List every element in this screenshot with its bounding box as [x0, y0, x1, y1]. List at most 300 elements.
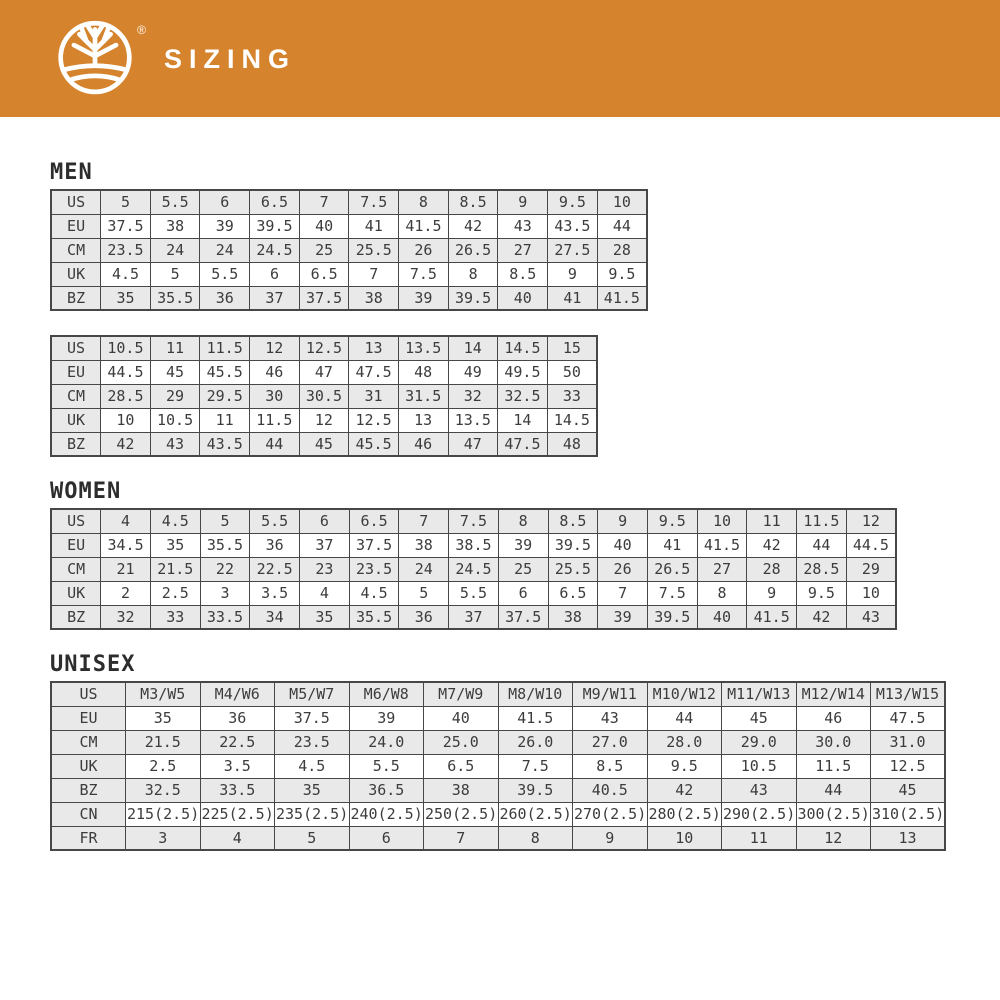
- size-cell: 7.5: [647, 581, 697, 605]
- size-cell: 38: [150, 214, 200, 238]
- size-cell: 7: [349, 262, 399, 286]
- size-cell: 35.5: [150, 286, 200, 310]
- size-cell: 25: [299, 238, 349, 262]
- size-cell: 235(2.5): [275, 802, 350, 826]
- size-cell: 25.5: [349, 238, 399, 262]
- size-cell: 36.5: [349, 778, 424, 802]
- size-cell: 48: [547, 432, 597, 456]
- size-cell: 32: [448, 384, 498, 408]
- size-cell: 290(2.5): [722, 802, 797, 826]
- size-cell: 47: [448, 432, 498, 456]
- size-cell: 36: [200, 706, 275, 730]
- size-cell: 13: [398, 408, 448, 432]
- size-cell: 24: [150, 238, 200, 262]
- size-cell: 6: [300, 509, 350, 533]
- size-cell: 41.5: [697, 533, 747, 557]
- size-cell: 40: [697, 605, 747, 629]
- size-cell: 27: [498, 238, 548, 262]
- size-row-bz: [51, 286, 647, 310]
- size-cell: 29: [846, 557, 896, 581]
- size-cell: 44: [647, 706, 722, 730]
- size-cell: 40: [424, 706, 499, 730]
- size-cell: 4: [300, 581, 350, 605]
- size-cell: 38: [424, 778, 499, 802]
- size-cell: M7/W9: [424, 682, 499, 706]
- row-label: CM: [51, 557, 101, 581]
- size-cell: 36: [200, 286, 250, 310]
- size-cell: 3.5: [200, 754, 275, 778]
- size-cell: 49.5: [498, 360, 548, 384]
- size-cell: M13/W15: [871, 682, 946, 706]
- size-cell: 46: [398, 432, 448, 456]
- size-row-eu: [51, 706, 945, 730]
- size-cell: 33: [150, 605, 200, 629]
- size-cell: 25.5: [548, 557, 598, 581]
- size-table: [50, 335, 598, 457]
- size-cell: 12: [250, 336, 300, 360]
- size-cell: 35.5: [349, 605, 399, 629]
- size-cell: 12.5: [871, 754, 946, 778]
- size-cell: 41: [349, 214, 399, 238]
- size-cell: 23: [300, 557, 350, 581]
- size-cell: 24.5: [250, 238, 300, 262]
- size-cell: 28.5: [101, 384, 151, 408]
- size-cell: 6.5: [250, 190, 300, 214]
- size-cell: 7: [399, 509, 449, 533]
- size-row-us: [51, 336, 597, 360]
- section-men: [50, 162, 1000, 457]
- tree-icon: [56, 17, 134, 95]
- size-cell: 26: [399, 238, 449, 262]
- row-label: EU: [51, 706, 126, 730]
- size-cell: 29.0: [722, 730, 797, 754]
- size-cell: 37: [250, 286, 300, 310]
- row-label: US: [51, 682, 126, 706]
- row-label: BZ: [51, 778, 126, 802]
- size-cell: 46: [796, 706, 871, 730]
- size-cell: 12.5: [349, 408, 399, 432]
- size-cell: 24.0: [349, 730, 424, 754]
- row-label: BZ: [51, 432, 101, 456]
- size-cell: 14: [448, 336, 498, 360]
- size-cell: M5/W7: [275, 682, 350, 706]
- size-cell: M6/W8: [349, 682, 424, 706]
- size-cell: 6: [498, 581, 548, 605]
- size-row-us: [51, 509, 896, 533]
- size-cell: 10: [846, 581, 896, 605]
- size-cell: 49: [448, 360, 498, 384]
- size-cell: 48: [398, 360, 448, 384]
- row-label: CM: [51, 238, 101, 262]
- size-cell: 38: [548, 605, 598, 629]
- size-cell: 27.5: [548, 238, 598, 262]
- size-cell: 25: [498, 557, 548, 581]
- section-heading: WOMEN: [50, 479, 122, 504]
- size-cell: 47: [299, 360, 349, 384]
- size-cell: 11.5: [250, 408, 300, 432]
- size-cell: 9: [598, 509, 648, 533]
- size-cell: 26.0: [498, 730, 573, 754]
- size-cell: 11: [150, 336, 200, 360]
- size-cell: 47.5: [498, 432, 548, 456]
- size-cell: 35.5: [200, 533, 250, 557]
- size-cell: M10/W12: [647, 682, 722, 706]
- size-cell: 39: [200, 214, 250, 238]
- size-cell: 10: [697, 509, 747, 533]
- size-cell: 4.5: [101, 262, 151, 286]
- size-cell: 47.5: [871, 706, 946, 730]
- size-cell: 4: [200, 826, 275, 850]
- row-label: UK: [51, 581, 101, 605]
- section-women: [50, 481, 1000, 630]
- size-cell: 45: [299, 432, 349, 456]
- size-cell: 45.5: [349, 432, 399, 456]
- size-cell: 46: [250, 360, 300, 384]
- size-cell: 38: [399, 533, 449, 557]
- row-label: UK: [51, 754, 126, 778]
- size-row-cm: [51, 730, 945, 754]
- size-cell: 45: [871, 778, 946, 802]
- size-cell: 39.5: [548, 533, 598, 557]
- size-cell: 14.5: [498, 336, 548, 360]
- size-cell: 8.5: [573, 754, 648, 778]
- size-cell: 8: [399, 190, 449, 214]
- size-cell: 39.5: [498, 778, 573, 802]
- size-cell: 29: [150, 384, 200, 408]
- size-cell: 42: [647, 778, 722, 802]
- section-heading: UNISEX: [50, 652, 136, 677]
- size-cell: 31.5: [398, 384, 448, 408]
- size-cell: 9: [548, 262, 598, 286]
- size-cell: 43.5: [200, 432, 250, 456]
- size-cell: 44.5: [846, 533, 896, 557]
- size-cell: 28.5: [797, 557, 847, 581]
- size-row-cn: [51, 802, 945, 826]
- row-label: EU: [51, 533, 101, 557]
- size-cell: 12: [299, 408, 349, 432]
- size-cell: 23.5: [275, 730, 350, 754]
- size-cell: 42: [101, 432, 151, 456]
- size-cell: 11.5: [797, 509, 847, 533]
- size-cell: 14: [498, 408, 548, 432]
- size-cell: 11: [200, 408, 250, 432]
- size-cell: 5: [101, 190, 151, 214]
- size-cell: M9/W11: [573, 682, 648, 706]
- size-cell: 9: [747, 581, 797, 605]
- size-cell: M3/W5: [126, 682, 201, 706]
- size-cell: 7.5: [399, 262, 449, 286]
- registered-trademark: ®: [137, 23, 146, 37]
- size-cell: 10.5: [101, 336, 151, 360]
- size-cell: 225(2.5): [200, 802, 275, 826]
- size-cell: 5: [150, 262, 200, 286]
- size-cell: 38.5: [449, 533, 499, 557]
- size-row-eu: [51, 360, 597, 384]
- size-cell: 270(2.5): [573, 802, 648, 826]
- size-cell: 40: [598, 533, 648, 557]
- size-cell: 13: [871, 826, 946, 850]
- size-cell: 39.5: [448, 286, 498, 310]
- size-cell: 35: [150, 533, 200, 557]
- row-label: FR: [51, 826, 126, 850]
- size-row-eu: [51, 533, 896, 557]
- size-cell: 47.5: [349, 360, 399, 384]
- size-cell: 13.5: [448, 408, 498, 432]
- header-band: [0, 0, 1000, 117]
- size-cell: 7: [424, 826, 499, 850]
- size-cell: 23.5: [349, 557, 399, 581]
- size-cell: 300(2.5): [796, 802, 871, 826]
- size-cell: 43: [846, 605, 896, 629]
- size-cell: 250(2.5): [424, 802, 499, 826]
- size-cell: 40: [498, 286, 548, 310]
- size-cell: 21.5: [150, 557, 200, 581]
- size-cell: 5.5: [200, 262, 250, 286]
- size-cell: 3: [126, 826, 201, 850]
- size-cell: 9: [498, 190, 548, 214]
- size-cell: 6.5: [349, 509, 399, 533]
- row-label: US: [51, 190, 101, 214]
- size-cell: 9.5: [548, 190, 598, 214]
- size-cell: 6: [349, 826, 424, 850]
- size-cell: M4/W6: [200, 682, 275, 706]
- size-cell: 9.5: [597, 262, 647, 286]
- row-label: CN: [51, 802, 126, 826]
- size-cell: 37.5: [349, 533, 399, 557]
- size-cell: 4.5: [150, 509, 200, 533]
- size-cell: 10: [597, 190, 647, 214]
- size-row-cm: [51, 557, 896, 581]
- size-cell: 26.5: [448, 238, 498, 262]
- size-cell: 5: [200, 509, 250, 533]
- size-cell: 8: [697, 581, 747, 605]
- page-title: SIZING: [164, 44, 297, 74]
- size-cell: 11.5: [796, 754, 871, 778]
- size-cell: 215(2.5): [126, 802, 201, 826]
- size-cell: 35: [275, 778, 350, 802]
- size-cell: 29.5: [200, 384, 250, 408]
- size-cell: 36: [250, 533, 300, 557]
- size-row-bz: [51, 605, 896, 629]
- size-cell: 43: [498, 214, 548, 238]
- size-cell: 13.5: [398, 336, 448, 360]
- size-cell: 8.5: [448, 190, 498, 214]
- size-cell: 2.5: [126, 754, 201, 778]
- size-cell: 44: [797, 533, 847, 557]
- size-table: [50, 189, 648, 311]
- size-cell: 4.5: [275, 754, 350, 778]
- size-cell: 2.5: [150, 581, 200, 605]
- size-cell: 28.0: [647, 730, 722, 754]
- size-row-bz: [51, 778, 945, 802]
- size-cell: 13: [349, 336, 399, 360]
- size-row-us: [51, 190, 647, 214]
- size-cell: 5.5: [250, 509, 300, 533]
- size-row-fr: [51, 826, 945, 850]
- row-label: US: [51, 336, 101, 360]
- size-cell: 41.5: [747, 605, 797, 629]
- size-cell: 5: [399, 581, 449, 605]
- size-cell: 39: [349, 706, 424, 730]
- size-cell: 3: [200, 581, 250, 605]
- size-cell: 45: [722, 706, 797, 730]
- size-cell: 8.5: [498, 262, 548, 286]
- size-cell: 9.5: [647, 754, 722, 778]
- size-cell: 26: [598, 557, 648, 581]
- size-cell: 2: [101, 581, 151, 605]
- size-cell: 21.5: [126, 730, 201, 754]
- size-cell: 32: [101, 605, 151, 629]
- size-cell: 6.5: [548, 581, 598, 605]
- size-row-uk: [51, 581, 896, 605]
- size-row-cm: [51, 384, 597, 408]
- size-cell: 39: [598, 605, 648, 629]
- size-cell: 42: [747, 533, 797, 557]
- size-cell: 35: [300, 605, 350, 629]
- size-cell: 39: [498, 533, 548, 557]
- size-cell: 37.5: [101, 214, 151, 238]
- size-cell: 34: [250, 605, 300, 629]
- size-table: [50, 508, 897, 630]
- size-row-uk: [51, 408, 597, 432]
- size-cell: 5.5: [349, 754, 424, 778]
- size-cell: 41: [548, 286, 598, 310]
- size-cell: 31: [349, 384, 399, 408]
- sizing-sections: [0, 162, 1000, 851]
- section-unisex: [50, 654, 1000, 851]
- size-cell: 37: [300, 533, 350, 557]
- size-cell: 43.5: [548, 214, 598, 238]
- size-row-us: [51, 682, 945, 706]
- size-cell: 23.5: [101, 238, 151, 262]
- size-cell: 43: [722, 778, 797, 802]
- row-label: UK: [51, 408, 101, 432]
- size-cell: 44: [597, 214, 647, 238]
- size-cell: 41.5: [597, 286, 647, 310]
- size-cell: 11: [722, 826, 797, 850]
- size-cell: 37.5: [498, 605, 548, 629]
- size-row-cm: [51, 238, 647, 262]
- size-cell: 10.5: [150, 408, 200, 432]
- size-cell: 28: [747, 557, 797, 581]
- row-label: BZ: [51, 286, 101, 310]
- size-cell: 12: [846, 509, 896, 533]
- size-cell: 4: [101, 509, 151, 533]
- size-cell: 21: [101, 557, 151, 581]
- size-cell: 4.5: [349, 581, 399, 605]
- size-cell: 26.5: [647, 557, 697, 581]
- size-cell: 24: [399, 557, 449, 581]
- size-cell: 44: [250, 432, 300, 456]
- size-cell: 45.5: [200, 360, 250, 384]
- size-cell: 7.5: [349, 190, 399, 214]
- size-cell: 43: [573, 706, 648, 730]
- size-row-uk: [51, 262, 647, 286]
- size-cell: M11/W13: [722, 682, 797, 706]
- size-cell: 38: [349, 286, 399, 310]
- row-label: UK: [51, 262, 101, 286]
- size-cell: 9: [573, 826, 648, 850]
- size-cell: 32.5: [126, 778, 201, 802]
- size-cell: 30: [250, 384, 300, 408]
- size-cell: 39.5: [647, 605, 697, 629]
- size-table: [50, 681, 946, 851]
- row-label: EU: [51, 360, 101, 384]
- size-cell: 36: [399, 605, 449, 629]
- size-cell: 35: [101, 286, 151, 310]
- row-label: EU: [51, 214, 101, 238]
- size-cell: 32.5: [498, 384, 548, 408]
- size-cell: 28: [597, 238, 647, 262]
- size-cell: 15: [547, 336, 597, 360]
- size-cell: M12/W14: [796, 682, 871, 706]
- size-cell: 9.5: [647, 509, 697, 533]
- size-cell: 11: [747, 509, 797, 533]
- size-cell: 10.5: [722, 754, 797, 778]
- size-cell: 39: [399, 286, 449, 310]
- size-cell: 40.5: [573, 778, 648, 802]
- size-cell: 7: [299, 190, 349, 214]
- size-cell: 34.5: [101, 533, 151, 557]
- timberland-logo: [56, 17, 146, 99]
- size-cell: 14.5: [547, 408, 597, 432]
- row-label: BZ: [51, 605, 101, 629]
- size-cell: 37: [449, 605, 499, 629]
- size-cell: 8: [448, 262, 498, 286]
- size-cell: 33: [547, 384, 597, 408]
- size-cell: 280(2.5): [647, 802, 722, 826]
- size-cell: 44.5: [101, 360, 151, 384]
- size-cell: 44: [796, 778, 871, 802]
- size-cell: 6: [250, 262, 300, 286]
- size-cell: 42: [797, 605, 847, 629]
- size-cell: 5.5: [449, 581, 499, 605]
- size-cell: 12.5: [299, 336, 349, 360]
- size-cell: 5.5: [150, 190, 200, 214]
- size-cell: 5: [275, 826, 350, 850]
- size-cell: 6.5: [299, 262, 349, 286]
- size-cell: 30.0: [796, 730, 871, 754]
- size-cell: 6: [200, 190, 250, 214]
- size-cell: 11.5: [200, 336, 250, 360]
- size-cell: 27.0: [573, 730, 648, 754]
- size-cell: 50: [547, 360, 597, 384]
- size-cell: 40: [299, 214, 349, 238]
- size-cell: 8.5: [548, 509, 598, 533]
- size-cell: 42: [448, 214, 498, 238]
- size-cell: 41.5: [498, 706, 573, 730]
- size-cell: 43: [150, 432, 200, 456]
- size-cell: 260(2.5): [498, 802, 573, 826]
- size-cell: 33.5: [200, 778, 275, 802]
- size-cell: 8: [498, 509, 548, 533]
- size-cell: 3.5: [250, 581, 300, 605]
- size-cell: 12: [796, 826, 871, 850]
- size-cell: 7: [598, 581, 648, 605]
- size-cell: 7.5: [498, 754, 573, 778]
- size-cell: 33.5: [200, 605, 250, 629]
- size-cell: 39.5: [250, 214, 300, 238]
- row-label: US: [51, 509, 101, 533]
- row-label: CM: [51, 384, 101, 408]
- size-cell: 240(2.5): [349, 802, 424, 826]
- size-cell: 310(2.5): [871, 802, 946, 826]
- size-cell: 30.5: [299, 384, 349, 408]
- size-cell: 25.0: [424, 730, 499, 754]
- size-cell: 22.5: [200, 730, 275, 754]
- size-cell: 24: [200, 238, 250, 262]
- size-cell: 22.5: [250, 557, 300, 581]
